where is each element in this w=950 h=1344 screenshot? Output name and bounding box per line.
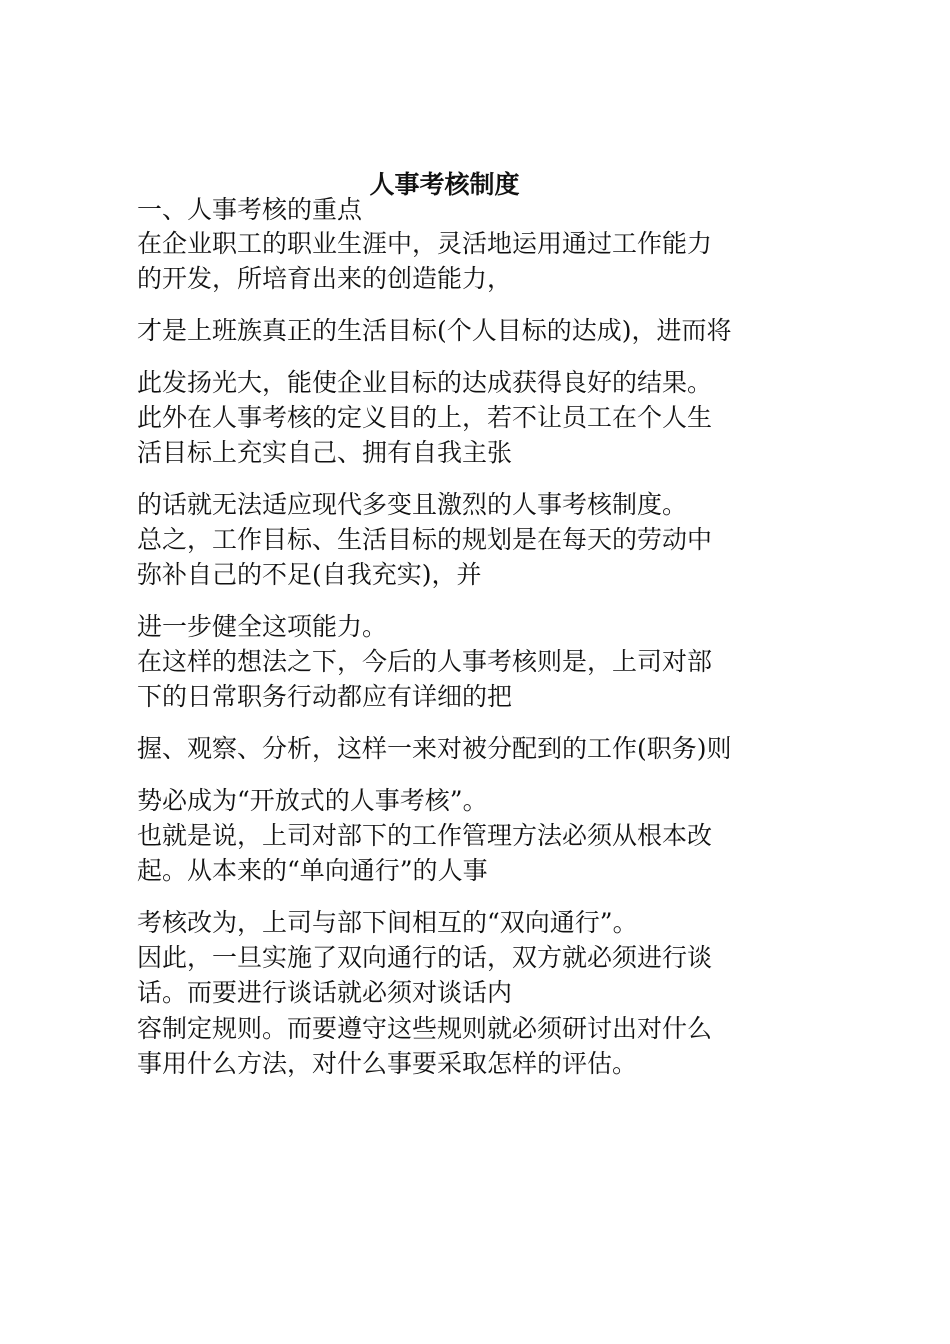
body-line: 因此，一旦实施了双向通行的话，双方就必须进行谈: [137, 943, 713, 972]
body-line: 事用什么方法，对什么事要采取怎样的评估。: [137, 1049, 638, 1078]
body-line: 也就是说，上司对部下的工作管理方法必须从根本改: [137, 821, 713, 850]
body-line: 起。从本来的“单向通行”的人事: [137, 856, 488, 885]
body-line: 握、观察、分析，这样一来对被分配到的工作(职务)则: [137, 734, 732, 763]
body-line: 才是上班族真正的生活目标(个人目标的达成)，进而将: [137, 316, 732, 345]
body-line: 的开发，所培育出来的创造能力，: [137, 264, 513, 293]
document-page: [137, 168, 752, 1081]
body-line: 进一步健全这项能力。: [137, 612, 388, 641]
body-line: 容制定规则。而要遵守这些规则就必须研讨出对什么: [137, 1014, 713, 1043]
body-line: 在这样的想法之下，今后的人事考核则是，上司对部: [137, 647, 713, 676]
body-line: 下的日常职务行动都应有详细的把: [137, 682, 513, 711]
section-heading: 一、人事考核的重点: [137, 195, 363, 224]
body-line: 此外在人事考核的定义目的上，若不让员工在个人生: [137, 403, 713, 432]
body-line: 此发扬光大，能使企业目标的达成获得良好的结果。: [137, 368, 713, 397]
body-line: 话。而要进行谈话就必须对谈话内: [137, 978, 513, 1007]
document-title: 人事考核制度: [369, 170, 520, 199]
body-line: 总之，工作目标、生活目标的规划是在每天的劳动中: [137, 525, 713, 554]
body-line: 在企业职工的职业生涯中，灵活地运用通过工作能力: [137, 229, 713, 258]
body-line: 弥补自己的不足(自我充实)，并: [137, 560, 482, 589]
body-line: 的话就无法适应现代多变且激烈的人事考核制度。: [137, 490, 688, 519]
body-line: 考核改为，上司与部下间相互的“双向通行”。: [137, 908, 638, 937]
body-line: 活目标上充实自己、拥有自我主张: [137, 438, 513, 467]
body-line: 势必成为“开放式的人事考核”。: [137, 786, 488, 815]
document-body: [137, 226, 752, 1081]
